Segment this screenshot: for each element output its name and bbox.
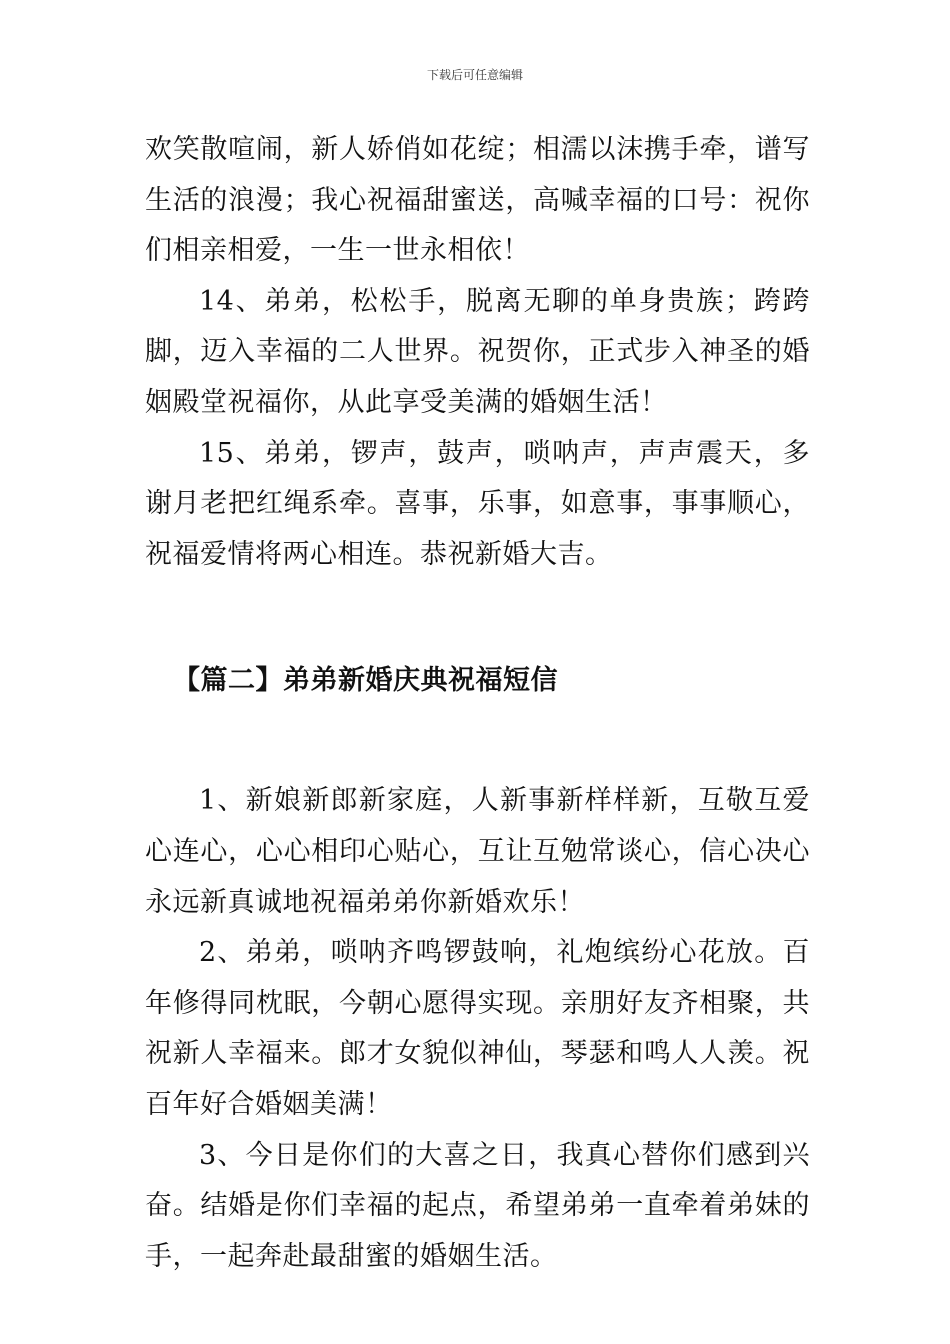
- header-note: 下载后可任意编辑: [426, 68, 523, 82]
- paragraph-item-1: 1、新娘新郎新家庭，人新事新样样新，互敬互爱心连心，心心相印心贴心，互让互勉常谈心，信心决心永远新真诚地祝福弟弟你新婚欢乐！: [145, 785, 810, 918]
- paragraph-item-14: 14、弟弟，松松手，脱离无聊的单身贵族；跨跨脚，迈入幸福的二人世界。祝贺你，正式步入神圣的婚姻殿堂祝福你，从此享受美满的婚姻生活！: [145, 285, 810, 418]
- paragraph-item-15: 15、弟弟，锣声，鼓声，唢呐声，声声震天，多谢月老把红绳系牵。喜事，乐事，如意事，事事顺心，祝福爱情将两心相连。恭祝新婚大吉。: [145, 437, 810, 570]
- paragraph-item-3: 3、今日是你们的大喜之日，我真心替你们感到兴奋。结婚是你们幸福的起点，希望弟弟一直牵着弟妹的手，一起奔赴最甜蜜的婚姻生活。: [145, 1139, 810, 1272]
- section-heading: 【篇二】弟弟新婚庆典祝福短信: [173, 665, 558, 697]
- body-text: [145, 125, 810, 1282]
- paragraph-continued: 欢笑散喧闹，新人娇俏如花绽；相濡以沫携手牵，谱写生活的浪漫；我心祝福甜蜜送，高喊幸福的口号：祝你们相亲相爱，一生一世永相依！: [145, 134, 810, 267]
- paragraph-item-2: 2、弟弟，唢呐齐鸣锣鼓响，礼炮缤纷心花放。百年修得同枕眠，今朝心愿得实现。亲朋好友齐相聚，共祝新人幸福来。郎才女貌似神仙，琴瑟和鸣人人羡。祝百年好合婚姻美满！: [145, 937, 810, 1120]
